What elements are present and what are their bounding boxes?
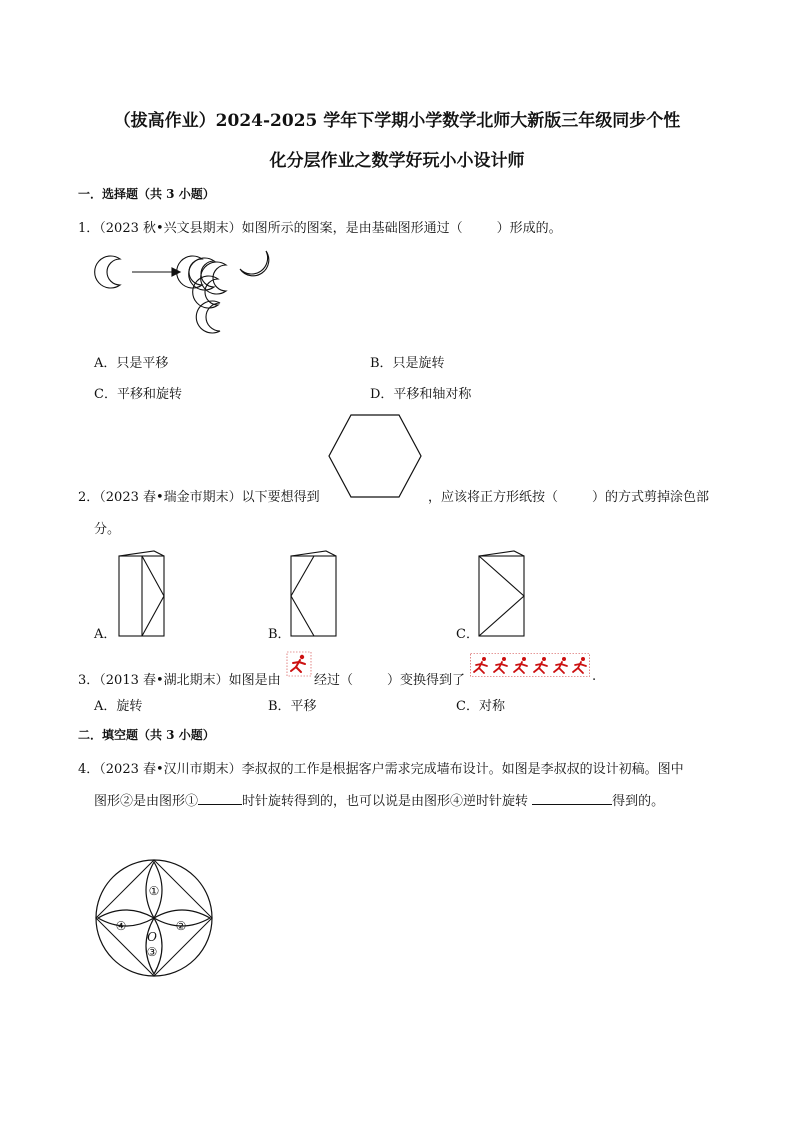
q4-blank-1[interactable] [198, 792, 242, 805]
q2-option-b-figure[interactable] [288, 550, 340, 638]
q4-circle-figure [94, 858, 214, 978]
q1-option-a[interactable]: A．只是平移 [94, 356, 169, 371]
arrow-head [172, 268, 180, 276]
q2-hexagon-figure [328, 414, 422, 498]
crescent-base [95, 256, 120, 288]
q2-option-b[interactable]: B． [268, 627, 291, 642]
section-heading-fill: 二．填空题（共 3 小题） [78, 728, 215, 742]
q3-option-c[interactable]: C．对称 [456, 699, 505, 714]
q2-option-a[interactable]: A． [94, 627, 117, 642]
q4-label-4: ④ [115, 919, 127, 933]
section-heading-choice: 一．选择题（共 3 小题） [78, 187, 215, 201]
q1-option-b[interactable]: B．只是旋转 [370, 356, 445, 371]
q1-figure [90, 245, 280, 340]
q3-stem-b: 经过（ [314, 673, 354, 688]
q4-label-2: ② [175, 919, 187, 933]
q4-label-3: ③ [146, 945, 158, 959]
q2-option-c[interactable]: C． [456, 627, 479, 642]
page-title-line-1: （拔高作业）2024-2025 学年下学期小学数学北师大新版三年级同步个性 [113, 111, 681, 131]
q2-stem-b-group [428, 486, 709, 505]
page-title-line-2: 化分层作业之数学好玩小小设计师 [269, 151, 525, 171]
q1-stem [78, 217, 562, 236]
runner-row-icon [470, 653, 590, 677]
q3-stem-d: . [592, 669, 597, 684]
q1-option-d[interactable]: D．平移和轴对称 [370, 387, 472, 402]
q2-stem-c: ）的方式剪掉涂色部 [592, 490, 710, 505]
q2-stem-d: 分。 [94, 522, 121, 537]
q4-blank-2[interactable] [532, 792, 612, 805]
q4-label-o: O [147, 930, 157, 944]
q4-line-2-b: 时针旋转得到的，也可以说是由图形④逆时针旋转 [242, 794, 529, 809]
q2-option-a-figure[interactable] [116, 550, 168, 638]
q4-line-2-c: 得到的。 [612, 794, 665, 809]
q1-option-c[interactable]: C．平移和旋转 [94, 387, 182, 402]
q4-line-2-a: 图形②是由图形① [94, 794, 199, 809]
q3-option-b[interactable]: B．平移 [268, 699, 317, 714]
q4-label-1: ① [148, 884, 160, 898]
q2-option-c-figure[interactable] [476, 550, 528, 638]
q4-line-2 [94, 790, 664, 809]
q3-stem-b-group [314, 669, 465, 688]
q2-stem-a: 2．（2023 春•瑞金市期末）以下要想得到 [78, 490, 320, 505]
q2-stem-b: ，应该将正方形纸按（ [428, 490, 559, 505]
q3-option-a[interactable]: A．旋转 [94, 699, 143, 714]
q4-line-1: 4．（2023 春•汉川市期末）李叔叔的工作是根据客户需求完成墙布设计。如图是李叔叔的设计初稿。图中 [78, 762, 684, 777]
q1-stem-b: ）形成的。 [496, 221, 562, 236]
q3-stem-c: ）变换得到了 [387, 673, 466, 688]
q3-stem-a: 3．（2013 春•湖北期末）如图是由 [78, 673, 281, 688]
q1-stem-a: 1．（2023 秋•兴文县期末）如图所示的图案，是由基础图形通过（ [78, 221, 463, 236]
runner-icon [286, 651, 312, 677]
